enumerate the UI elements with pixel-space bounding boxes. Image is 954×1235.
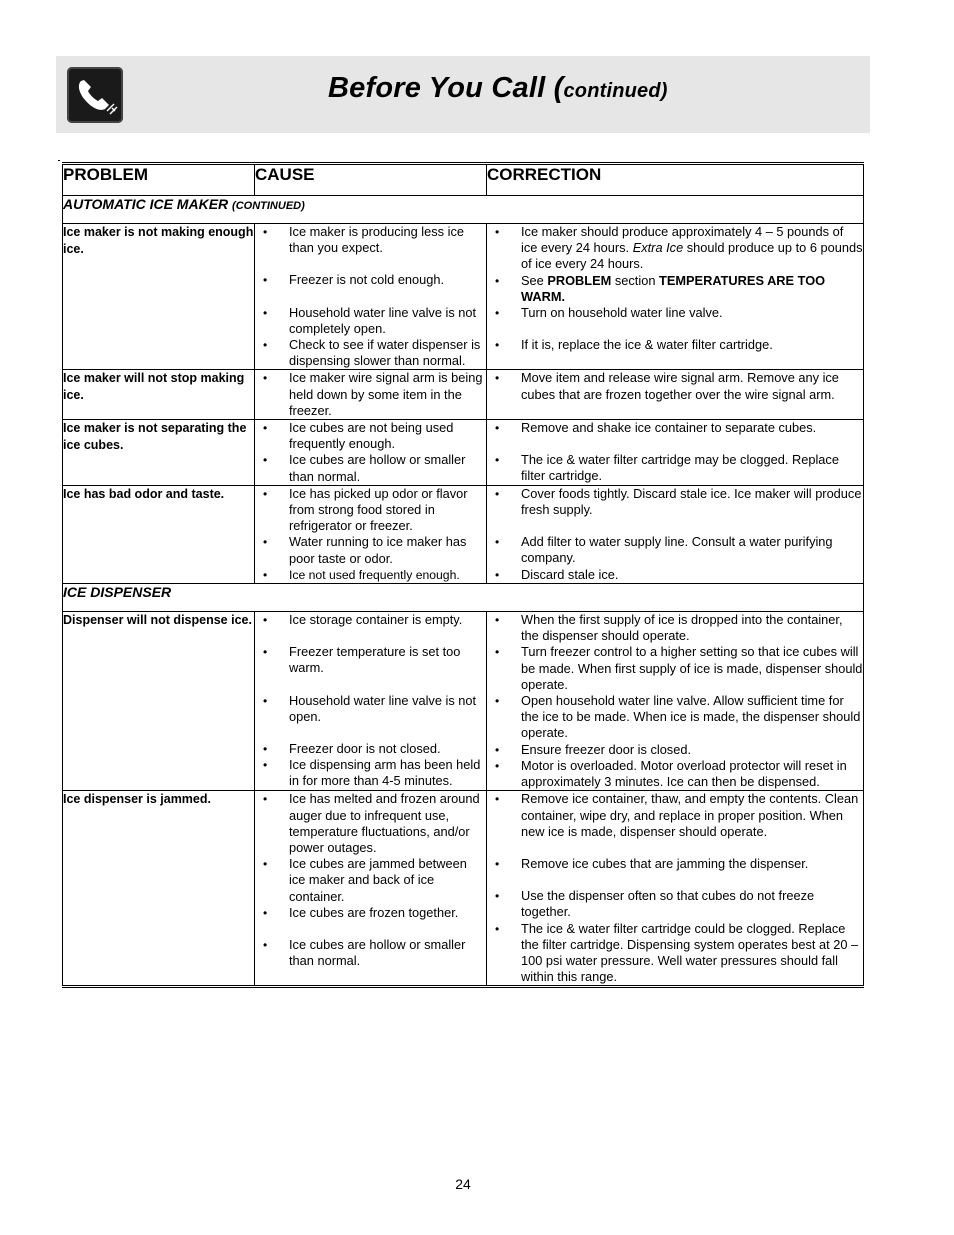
correction-cell	[487, 420, 864, 486]
column-header-correction: CORRECTION	[487, 164, 864, 196]
cause-list	[255, 370, 486, 419]
list-item: • Remove ice container, thaw, and empty the contents. Clean container, wipe dry, and replace in proper position. When new ice is made, dispenser should operate.	[487, 791, 863, 840]
list-item: • Move item and release wire signal arm. Remove any ice cubes that are frozen together over the wire signal arm.	[487, 370, 863, 402]
list-item: • Ice has picked up odor or flavor from strong food stored in refrigerator or freezer.	[255, 486, 486, 535]
list-item: • Check to see if water dispenser is dispensing slower than normal.	[255, 337, 486, 369]
correction-cell	[487, 370, 864, 420]
correction-list	[487, 420, 863, 485]
list-item	[487, 224, 863, 273]
cause-cell	[255, 612, 487, 791]
problem-cell: Ice maker will not stop making ice.	[63, 370, 255, 420]
list-item: • Ice dispensing arm has been held in for more than 4-5 minutes.	[255, 757, 486, 789]
page-title-suffix: continued)	[563, 80, 668, 102]
page-title-main: Before You Call (	[328, 72, 564, 104]
list-item: • Ice cubes are frozen together.	[255, 905, 486, 921]
correction-list	[487, 486, 863, 583]
section-title-text: AUTOMATIC ICE MAKER	[63, 196, 229, 212]
list-item: • Ice maker is producing less ice than you expect.	[255, 224, 486, 256]
list-item: • When the first supply of ice is dropped into the container, the dispenser should operate.	[487, 612, 863, 644]
list-item: • Open household water line valve. Allow sufficient time for the ice to be made. When ice is made, the dispenser should operate.	[487, 693, 863, 742]
list-item: • Freezer is not cold enough.	[255, 272, 486, 288]
page-number: 24	[455, 1176, 471, 1192]
list-item: • If it is, replace the ice & water filter cartridge.	[487, 337, 863, 353]
correction-list	[487, 370, 863, 402]
list-item: • Turn freezer control to a higher setting so that ice cubes will be made. When first supply of ice is made, dispenser should operate.	[487, 644, 863, 693]
list-item: • Cover foods tightly. Discard stale ice. Ice maker will produce fresh supply.	[487, 486, 863, 518]
list-item: • Ice cubes are hollow or smaller than normal.	[255, 937, 486, 969]
list-item: • Remove and shake ice container to separate cubes.	[487, 420, 863, 436]
list-item-fragment: Ice maker should produce approximately 4 – 5 pounds of ice every 24 hours.	[521, 224, 844, 256]
table-header-row	[63, 164, 864, 196]
header-banner	[56, 56, 870, 133]
correction-list	[487, 791, 863, 985]
table-row	[63, 791, 864, 987]
correction-list	[487, 612, 863, 790]
correction-cell	[487, 612, 864, 791]
cause-cell	[255, 224, 487, 370]
list-item: • Ice cubes are jammed between ice maker and back of ice container.	[255, 856, 486, 905]
list-item: • Discard stale ice.	[487, 567, 863, 583]
list-item	[487, 273, 863, 305]
list-item: • Freezer door is not closed.	[255, 741, 486, 757]
troubleshooting-table	[62, 162, 864, 988]
list-item: • Household water line valve is not open.	[255, 693, 486, 725]
section-title	[63, 584, 864, 612]
section-row	[63, 584, 864, 612]
correction-cell	[487, 791, 864, 987]
correction-cell	[487, 224, 864, 370]
cause-list	[255, 420, 486, 485]
section-title	[63, 196, 864, 224]
list-item-fragment: TEMPERATURES ARE TOO WARM.	[521, 272, 826, 304]
list-item-fragment: PROBLEM	[547, 272, 612, 288]
list-item: • Ice has melted and frozen around auger due to infrequent use, temperature fluctuations, and/or power outages.	[255, 791, 486, 856]
list-item: • Ice cubes are not being used frequently enough.	[255, 420, 486, 452]
list-item-fragment: section	[611, 272, 659, 288]
list-item: • Water running to ice maker has poor taste or odor.	[255, 534, 486, 566]
cause-cell	[255, 370, 487, 420]
table-row	[63, 612, 864, 791]
list-item: • Ice not used frequently enough.	[255, 567, 486, 583]
list-item: • Household water line valve is not completely open.	[255, 305, 486, 337]
problem-cell: Ice maker is not separating the ice cubes.	[63, 420, 255, 486]
list-item-fragment: should produce up to 6 pounds of ice every 24 hours.	[521, 240, 863, 272]
column-header-problem: PROBLEM	[63, 164, 255, 196]
cause-cell	[255, 420, 487, 486]
problem-cell: Ice has bad odor and taste.	[63, 485, 255, 583]
cause-list	[255, 791, 486, 969]
table-row	[63, 224, 864, 370]
problem-cell: Ice maker is not making enough ice.	[63, 224, 255, 370]
table-row	[63, 370, 864, 420]
table-row	[63, 420, 864, 486]
cause-cell	[255, 485, 487, 583]
section-row	[63, 196, 864, 224]
cause-cell	[255, 791, 487, 987]
list-item: • Remove ice cubes that are jamming the dispenser.	[487, 856, 863, 872]
problem-cell: Dispenser will not dispense ice.	[63, 612, 255, 791]
list-item: • Add filter to water supply line. Consult a water purifying company.	[487, 534, 863, 566]
list-item: • The ice & water filter cartridge may be clogged. Replace filter cartridge.	[487, 452, 863, 484]
list-item: • The ice & water filter cartridge could be clogged. Replace the filter cartridge. Dispensing system operates best at 20 – 100 psi water pressure. Well water pressures should fall within this range.	[487, 921, 863, 986]
list-item: • Use the dispenser often so that cubes do not freeze together.	[487, 888, 863, 920]
problem-cell: Ice dispenser is jammed.	[63, 791, 255, 987]
list-item: • Ice storage container is empty.	[255, 612, 486, 628]
list-item: • Ice cubes are hollow or smaller than normal.	[255, 452, 486, 484]
list-item: • Ensure freezer door is closed.	[487, 742, 863, 758]
column-header-cause: CAUSE	[255, 164, 487, 196]
list-item-fragment: Extra Ice	[632, 240, 684, 256]
list-item: • Turn on household water line valve.	[487, 305, 863, 321]
cause-list	[255, 612, 486, 790]
correction-cell	[487, 485, 864, 583]
list-item: • Freezer temperature is set too warm.	[255, 644, 486, 676]
list-item: • Motor is overloaded. Motor overload protector will reset in approximately 3 minutes. Ice can then be dispensed.	[487, 758, 863, 790]
list-item: • Ice maker wire signal arm is being held down by some item in the freezer.	[255, 370, 486, 419]
list-item-fragment: See	[521, 272, 548, 288]
corner-mark	[58, 160, 60, 161]
section-title-text: ICE DISPENSER	[63, 584, 172, 601]
page-title	[328, 72, 668, 105]
correction-list	[487, 224, 863, 353]
section-title-suffix: (CONTINUED)	[232, 200, 305, 212]
cause-list	[255, 224, 486, 369]
table-row	[63, 485, 864, 583]
cause-list	[255, 486, 486, 583]
phone-handset-icon	[67, 67, 123, 123]
